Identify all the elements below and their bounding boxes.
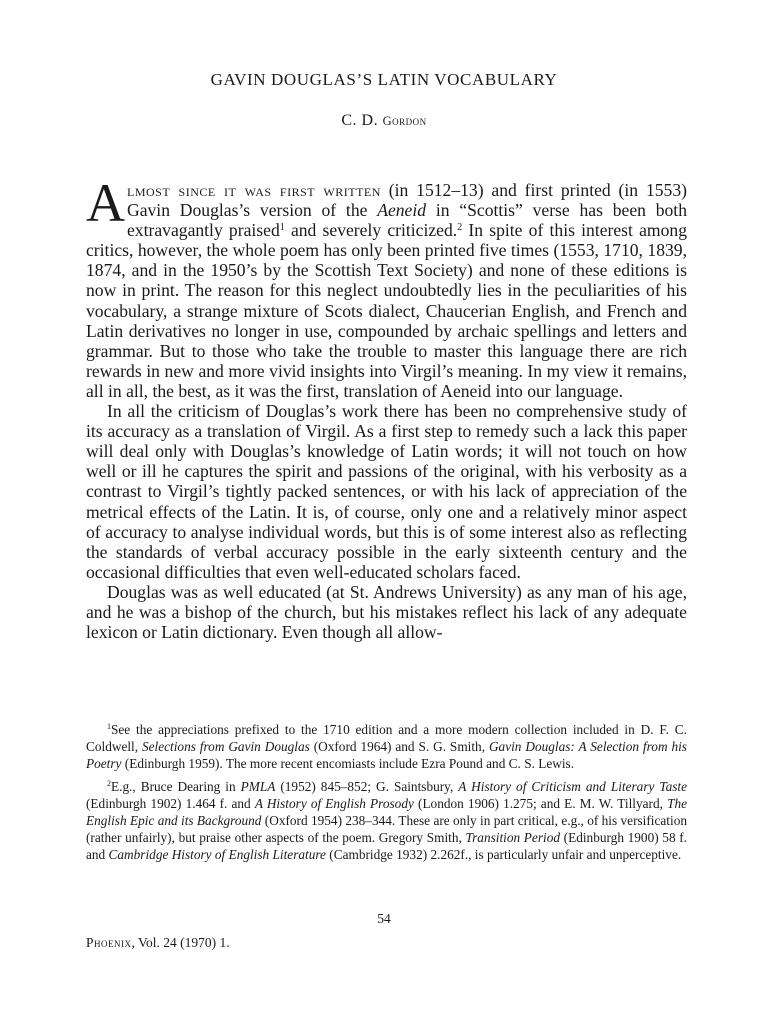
footnote-1-title-a: Selections from Gavin Douglas [141, 739, 310, 755]
paragraph-2: In all the criticism of Douglas’s work there has been no comprehensive study of its accuracy as a translation of Virgil. As a first step to remedy such a lack this paper will deal only with Douglas’s knowledge of Latin words; it will not touch on how well or ill he captures the spirit and passions of the original, with his verbosity as a contrast to Virgil’s tightly packed sentences, or with his lack of appreciation of the metrical effects of the Latin. It is, of course, only one and a relatively minor aspect of accuracy to analyse individual words, but this is of some interest also as reflecting the standards of verbal accuracy possible in the early sixteenth century and the occasional difficulties that even well-educated scholars faced. [86, 401, 687, 582]
author-initials: C. D. [341, 112, 383, 129]
footnote-2-text-d: (London 1906) 1.275; and E. M. W. Tillyard, [413, 795, 668, 811]
footnote-2-text-a: E.g., Bruce Dearing in [111, 778, 241, 794]
article-author [0, 112, 768, 130]
footnote-2-marker: 2 [107, 778, 111, 788]
paragraph-1-text-d: In spite of this interest among critics, however, the whole poem has only been printed five times (1553, 1710, 1839, 1874, and in the 1950’s by the Scottish Text Society) and none of these editions is now in print. The reason for this neglect undoubtedly lies in the peculiarities of his vocabulary, a strange mixture of Scots dialect, Chaucerian English, and French and Latin derivatives no longer in use, compounded by archaic spellings and letters and grammar. But to those who take the trouble to master this language there are rich rewards in new and more vivid insights into Virgil’s meaning. In my view it remains, all in all, the best, as it was the first, translation of Aeneid into our language. [86, 220, 687, 401]
footnote-marker-2: 2 [457, 222, 463, 234]
footnote-1-text-a: See the appreciations prefixed to the 1710 edition and a more modern collection included in D. F. C. Coldwell, [86, 722, 687, 755]
footnote-2-text-b: (1952) 845–852; G. Saintsbury, [275, 778, 459, 794]
article-body [86, 173, 687, 643]
journal-citation [86, 935, 230, 951]
footnote-1-marker: 1 [107, 722, 111, 731]
article-title: GAVIN DOUGLAS’S LATIN VOCABULARY [210, 70, 558, 89]
paragraph-1 [86, 173, 687, 401]
lead-in-small-caps: lmost since it was first written [127, 180, 381, 200]
page-number: 54 [377, 911, 391, 926]
journal-name: Phoenix [86, 935, 132, 950]
footnote-2-title-c: A History of English Prosody [254, 795, 414, 811]
paragraph-1-text-a: (in 1512–13) and first printed (in 1553) Gavin Douglas’s version of the [127, 180, 687, 221]
footnote-1 [86, 721, 687, 773]
footnote-2-title-a: PMLA [240, 778, 276, 794]
footnote-2-title-e: Transition Period [465, 830, 560, 846]
footnote-2-title-d: The English Epic and its Background [86, 795, 688, 829]
paragraph-1-text-b: in “Scottis” verse has been both extravagantly praised [127, 200, 687, 241]
paragraph-1-text-c: and severely criticized. [284, 220, 458, 241]
footnote-1-text-b: (Oxford 1964) and S. G. Smith, [309, 739, 489, 755]
footnote-2 [86, 778, 687, 864]
aeneid-title: Aeneid [377, 200, 427, 221]
author-surname: Gordon [382, 114, 427, 128]
footnote-2-text-g: (Cambridge 1932) 2.262f., is particularly unfair and unperceptive. [325, 847, 682, 863]
footnote-2-text-e: (Oxford 1954) 238–344. These are only in part critical, e.g., of his versification (rather unfairly), but praise other aspects of the poem. Gregory Smith, [86, 813, 687, 846]
footnote-marker-1: 1 [279, 222, 285, 234]
footnote-2-text-f: (Edinburgh 1900) 58 f. and [86, 830, 687, 863]
footnote-1-title-b: Gavin Douglas: A Selection from his Poetry [86, 739, 687, 772]
drop-cap: A [86, 173, 125, 233]
footnote-2-title-f: Cambridge History of English Literature [108, 847, 326, 863]
footnote-2-title-b: A History of Criticism and Literary Taste [458, 778, 687, 794]
footnote-2-text-c: (Edinburgh 1902) 1.464 f. and [86, 795, 255, 811]
paragraph-3: Douglas was as well educated (at St. Andrews University) as any man of his age, and he was a bishop of the church, but his mistakes reflect his lack of any adequate lexicon or Latin dictionary. Even though all allow- [86, 581, 687, 643]
journal-volume: , Vol. 24 (1970) 1. [131, 935, 230, 950]
footnote-1-text-c: (Edinburgh 1959). The more recent encomiasts include Ezra Pound and C. S. Lewis. [121, 756, 575, 772]
footnotes [86, 721, 687, 869]
